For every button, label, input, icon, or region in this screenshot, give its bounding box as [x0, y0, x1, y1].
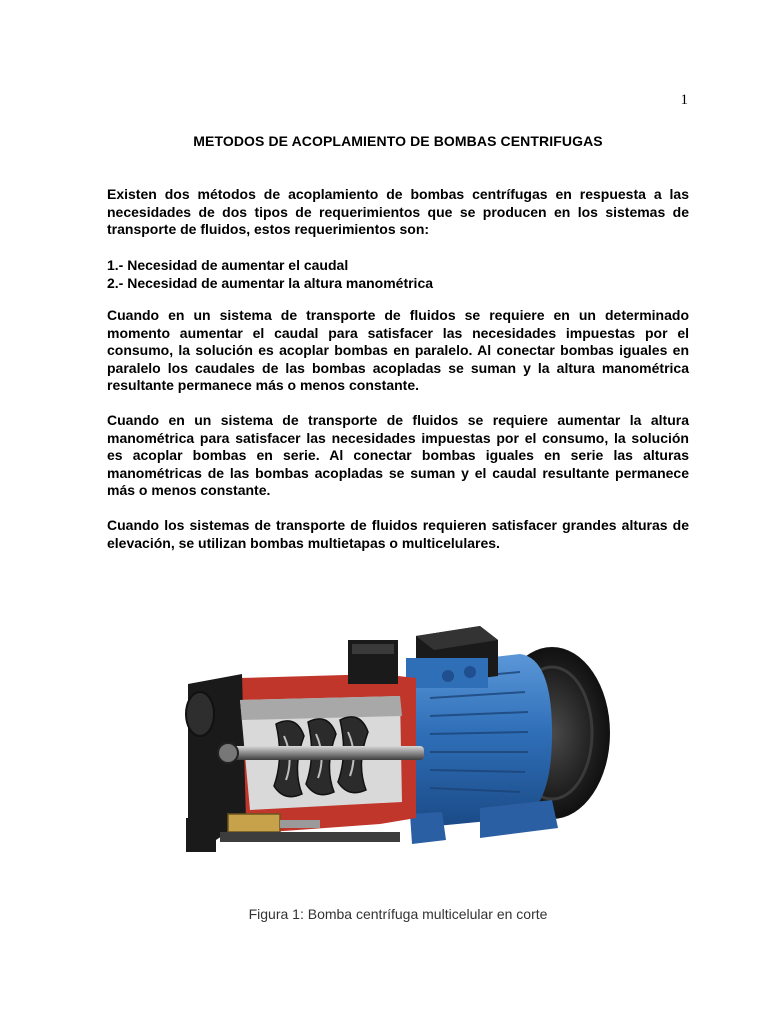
paragraph-intro: Existen dos métodos de acoplamiento de bombas centrífugas en respuesta a las necesidades de dos tipos de requerimientos que se producen en los sistemas de transporte de fluidos, estos requerimientos son:	[107, 186, 689, 237]
paragraph-series: Cuando en un sistema de transporte de fluidos se requiere aumentar la altura manométrica para satisfacer las necesidades impuestas por el consumo, la solución es acoplar bombas en serie. Al conectar bombas iguales en serie las alturas manométricas de las bombas acopladas se suman y el caudal resultante permanece más o menos constante.	[107, 412, 689, 498]
page-number: 1	[680, 92, 688, 108]
pump-cutaway-figure	[180, 618, 610, 876]
figure-caption: Figura 1: Bomba centrífuga multicelular en corte	[248, 906, 548, 922]
paragraph-parallel: Cuando en un sistema de transporte de fluidos se requiere en un determinado momento aumentar el caudal para satisfacer las necesidades impuestas por el consumo, la solución es acoplar bombas en paralelo. Al conectar bombas iguales en paralelo los caudales de las bombas acopladas se suman y la altura manométrica resultante permanece más o menos constante.	[107, 307, 689, 393]
requirement-item-2: 2.- Necesidad de aumentar la altura manométrica	[107, 274, 434, 291]
paragraph-multistage: Cuando los sistemas de transporte de fluidos requieren satisfacer grandes alturas de elevación, se utilizan bombas multietapas o multicelulares.	[107, 517, 689, 551]
pump-shaft	[218, 743, 424, 763]
requirements-list	[107, 257, 689, 292]
document-title: METODOS DE ACOPLAMIENTO DE BOMBAS CENTRIFUGAS	[193, 133, 603, 149]
terminal-box	[406, 626, 498, 688]
requirement-item-1: 1.- Necesidad de aumentar el caudal	[107, 257, 349, 273]
